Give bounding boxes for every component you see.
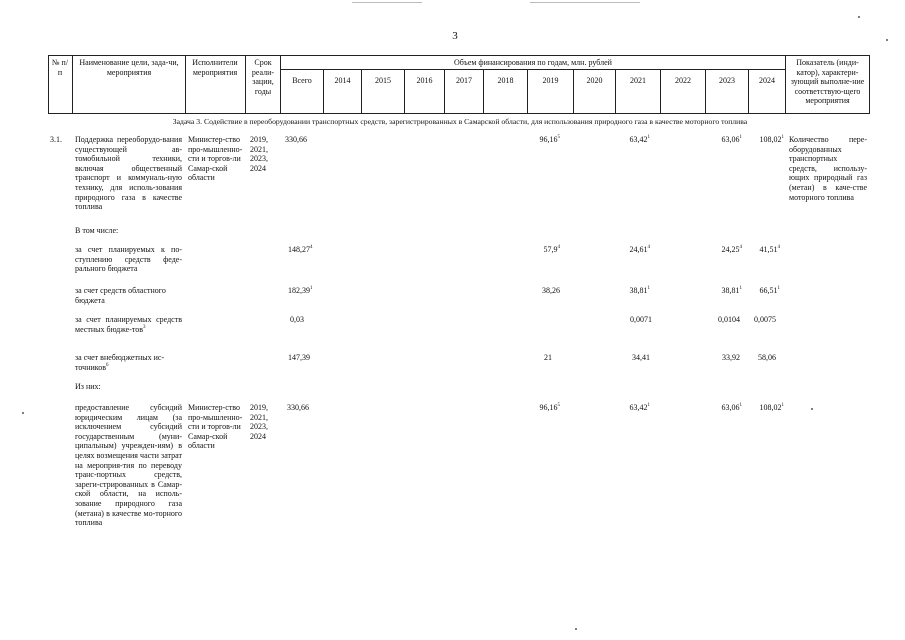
subheader-rule: [280, 69, 785, 70]
federal-name: за счет планируемых к по-ступлению средств феде-рального бюджета: [75, 245, 182, 274]
header-year-2015: 2015: [375, 76, 391, 85]
row-name: Поддержка переоборудо-вания существующей ав-томобильной техники, включая общественный транспорт и коммуналь-ную технику, для исполь-зования природного газа в качестве топлива: [75, 135, 182, 212]
scan-speck: [22, 412, 24, 414]
row-term: 2019, 2021, 2023, 2024: [250, 135, 268, 173]
header-year-2020: 2020: [586, 76, 603, 85]
federal-total: 148,27$^4$: [288, 245, 313, 254]
header-indicator: Показатель (инди-катор), характери-зующий выполне-ние соответствую-щего мероприятия: [790, 58, 865, 106]
row-number: 3.1.: [50, 135, 62, 144]
regional-total: 182,39$^1$: [288, 286, 313, 295]
header-year-2014: 2014: [334, 76, 351, 85]
scan-speck: [858, 16, 860, 18]
header-term: Срок реали-зации, годы: [251, 58, 275, 96]
local-2021: 0,0071: [630, 315, 652, 324]
regional-name: за счет средств областного бюджета: [75, 286, 166, 305]
row-2023: 63,06$^1$: [721, 135, 742, 144]
regional-2023: 38,81$^1$: [721, 286, 742, 295]
federal-2023: 24,25$^4$: [721, 245, 742, 254]
header-financing: Объем финансирования по годам, млн. рублей: [454, 58, 612, 67]
header-year-2016: 2016: [416, 76, 433, 85]
regional-2021: 38,81$^1$: [629, 286, 650, 295]
extrabudget-total: 147,39: [288, 353, 310, 362]
header-year-2022: 2022: [675, 76, 691, 85]
subsidy-name: предоставление субсидий юридическим лицам (за исключением субсидий государственным (муни-ципальным) учрежден-иям) в целях возмещения части затрат на мероприя-тия по переводу транс-портных средств, зареги-стрированных в Самар-ской области, на исполь-зование природного газа (метана) в качестве мо-торного топлива: [75, 403, 182, 528]
col-line: [245, 55, 246, 114]
row-indicator: Количество пере-оборудованных транспортных средств, использу-ющих природный газ (метан) в каче-стве моторного топлива: [789, 135, 867, 202]
header-year-2023: 2023: [719, 76, 735, 85]
header-name: Наименование цели, зада-чи, мероприятия: [79, 58, 179, 77]
subsidy-2023: 63,06$^1$: [721, 403, 742, 412]
header-year-2017: 2017: [456, 76, 472, 85]
top-rule-right: [530, 2, 640, 3]
including-label: В том числе:: [75, 226, 119, 235]
scan-speck: [886, 39, 888, 41]
extrabudget-name: за счет внебюджетных ис-точников$^6$: [75, 353, 165, 372]
table-top-border: [48, 55, 870, 56]
task-title: Задача 3. Содействие в переоборудовании транспортных средств, зарегистрированных в Самарской области, для использования природного газа в качестве моторного топлива: [172, 117, 748, 126]
extrabudget-2023: 33,92: [722, 353, 740, 362]
col-line: [48, 55, 49, 114]
row-2019: 96,16$^5$: [539, 135, 560, 144]
subsidy-2021: 63,42$^1$: [629, 403, 650, 412]
header-year-2024: 2024: [759, 76, 775, 85]
local-name: за счет планируемых средств местных бюдже-тов$^3$: [75, 315, 182, 334]
header-bottom-border: [48, 113, 870, 114]
row-total: 330,66: [285, 135, 307, 144]
header-year-2021: 2021: [630, 76, 646, 85]
row-2024: 108,02$^1$: [759, 135, 784, 144]
regional-2019: 38,26: [542, 286, 560, 295]
top-rule-left: [352, 2, 422, 3]
page-number: 3: [452, 30, 458, 42]
col-line: [869, 55, 870, 114]
regional-2024: 66,51$^1$: [759, 286, 780, 295]
subsidy-2024: 108,02$^1$: [759, 403, 784, 412]
row-executor: Министер-ство про-мышленно-сти и торгов-ли Самар-ской области: [188, 135, 243, 183]
local-total: 0,03: [290, 315, 304, 324]
row-2021: 63,42$^1$: [629, 135, 650, 144]
local-2024: 0,0075: [754, 315, 776, 324]
extrabudget-2024: 58,06: [758, 353, 776, 362]
extrabudget-2019: 21: [544, 353, 552, 362]
subsidy-executor: Министер-ство про-мышленно-сти и торгов-ли Самар-ской области: [188, 403, 243, 451]
scan-speck: [575, 628, 577, 630]
header-executors: Исполнители мероприятия: [192, 58, 238, 77]
federal-2021: 24,61$^4$: [629, 245, 650, 254]
subsidy-term: 2019, 2021, 2023, 2024: [250, 403, 268, 441]
col-line: [785, 55, 786, 114]
col-line: [185, 55, 186, 114]
federal-2024: 41,51$^4$: [759, 245, 780, 254]
header-total: Всего: [292, 76, 312, 85]
subsidy-2019: 96,16$^5$: [539, 403, 560, 412]
header-year-2018: 2018: [497, 76, 514, 85]
extrabudget-2021: 34,41: [632, 353, 650, 362]
federal-2019: 57,9$^4$: [543, 245, 560, 254]
of-them-label: Из них:: [75, 382, 101, 391]
header-num: № п/п: [51, 58, 69, 77]
scan-speck: [811, 408, 813, 410]
local-2023: 0,0104: [718, 315, 740, 324]
header-year-2019: 2019: [542, 76, 559, 85]
col-line: [72, 55, 73, 114]
subsidy-total: 330,66: [287, 403, 309, 412]
